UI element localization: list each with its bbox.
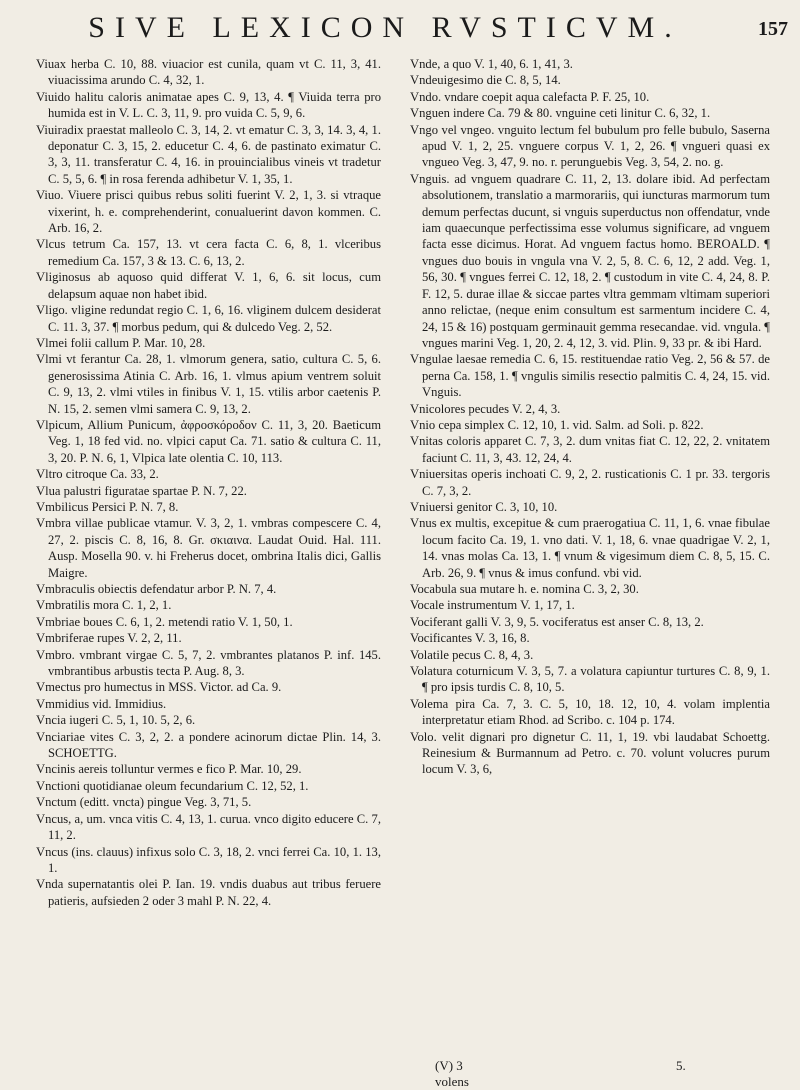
dictionary-entry: Vncus (ins. clauus) infixus solo C. 3, 18, 2. vnci ferrei Ca. 10, 1. 13, 1.	[36, 844, 381, 875]
dictionary-entry: Vnguen indere Ca. 79 & 80. vnguine ceti linitur C. 6, 32, 1.	[410, 106, 711, 121]
dictionary-entry: Vltro citroque Ca. 33, 2.	[36, 467, 159, 482]
dictionary-entry: Vncia iugeri C. 5, 1, 10. 5, 2, 6.	[36, 713, 196, 728]
dictionary-entry: Vligo. vligine redundat regio C. 1, 6, 16. vliginem dulcem desiderat C. 11. 3, 37. ¶ morbus pedum, qui & dulcedo Veg. 2, 52.	[36, 303, 381, 334]
dictionary-entry: Vmbratilis mora C. 1, 2, 1.	[36, 598, 172, 613]
dictionary-entry: Vngulae laesae remedia C. 6, 15. restituendae ratio Veg. 2, 56 & 57. de perna Ca. 158, 1. ¶ vngulis similis resectio palmitis C. 4, 24, 15. vid. Vnguis.	[410, 352, 770, 400]
dictionary-entry: Vnda supernatantis olei P. Ian. 19. vndis duabus aut tribus feruere patieris, aufsieden 2 oder 3 mahl P. N. 22, 4.	[36, 877, 381, 908]
dictionary-entry: Vncinis aereis tolluntur vermes e fico P. Mar. 10, 29.	[36, 762, 302, 777]
dictionary-entry: Vmbraculis obiectis defendatur arbor P. N. 7, 4.	[36, 582, 277, 596]
dictionary-entry: Vocificantes V. 3, 16, 8.	[410, 631, 530, 646]
dictionary-entry: Vnitas coloris apparet C. 7, 3, 2. dum vnitas fiat C. 12, 22, 2. vnitatem faciunt C. 11, 3, 43. 12, 24, 4.	[410, 434, 770, 465]
dictionary-entry: Vmectus pro humectus in MSS. Victor. ad Ca. 9.	[36, 680, 282, 695]
dictionary-entry: Vnguis. ad vnguem quadrare C. 11, 2, 13. dolare ibid. Ad perfectam absolutionem, translatio a marmorariis, qui iuncturas marmorum tum demum perfectas ducunt, si vnguis superductus non offendatur, vnde iam quaecunque perfectissima esse volumus significare, ad vnguem facta esse dicimus. Horat. Ad vnguem factus homo. BEROALD. ¶ vngues duo bouis in vngula vna V. 2, 5, 8. C. 6, 12, 2 add. Veg. 1, 56, 30. ¶ vngues ferrei C. 12, 18, 2. ¶ custodum in vite C. 4, 24, 8. P. F. 12, 5. durae illae & siccae partes vltra gemmam vltimam superiori anno relictae, (neque enim consultum est sarmentum incidere C. 4, 24, 15 & 16) postquam germinauit gemma resecandae. vid. vngula. ¶ vngues marini Veg. 1, 20, 2. 4, 12, 3. vid. Plin. 9, 33 pr. & ibi Hard.	[410, 171, 771, 350]
dictionary-entry: Viuiradix praestat malleolo C. 3, 14, 2. vt ematur C. 3, 3, 14. 3, 4, 1. deponatur C. 3, 15, 2. educetur C. 4, 6. de pastinato eximatur C. 3, 3, 11. transferatur C. 4, 16. in prouincialibus vineis vt tradetur C. 5, 5, 6. ¶ in rosa ferenda adhibetur V. 1, 35, 1.	[36, 122, 381, 186]
dictionary-entry: Vnctum (editt. vncta) pingue Veg. 3, 71, 5.	[36, 795, 252, 810]
dictionary-entry: Vmbriae boues C. 6, 1, 2. metendi ratio V. 1, 50, 1.	[36, 614, 293, 629]
dictionary-entry: Vmbriferae rupes V. 2, 2, 11.	[36, 631, 182, 646]
dictionary-entry: Volatura coturnicum V. 3, 5, 7. a volatura capiuntur turtures C. 8, 9, 1. ¶ pro ipsis turdis C. 8, 10, 5.	[410, 664, 770, 695]
dictionary-entry: Vlmei folii callum P. Mar. 10, 28.	[36, 335, 206, 350]
dictionary-entry: Vnus ex multis, excepitue & cum praerogatiua C. 11, 1, 6. vnae fibulae locum facito Ca. 19, 1. vno dati. V. 1, 18, 6. vnae quadrigae V. 2, 1, 14. vnas molas Ca. 13, 1. ¶ vnum & vigesimum diem C. 8, 5, 15. C. Arb. 26, 9. ¶ vnus & imus confund. vbi vid.	[410, 516, 770, 580]
signature-mark: (V) 3	[435, 1058, 463, 1073]
dictionary-entry: Vndeuigesimo die C. 8, 5, 14.	[410, 73, 561, 88]
dictionary-entry: Vnde, a quo V. 1, 40, 6. 1, 41, 3.	[410, 57, 573, 71]
dictionary-entry: Vociferant galli V. 3, 9, 5. vociferatus est anser C. 8, 13, 2.	[410, 614, 704, 629]
dictionary-entry: Vmbilicus Persici P. N. 7, 8.	[36, 499, 179, 514]
dictionary-entry: Volo. velit dignari pro dignetur C. 11, 1, 19. vbi laudabat Schoettg. Reinesium & Burmannum ad Petro. c. 70. volunt volucres purum locum V. 3, 6,	[410, 729, 770, 777]
dictionary-entry: Vlmi vt ferantur Ca. 28, 1. vlmorum genera, satio, cultura C. 5, 6. generosissima Atinia C. Arb. 16, 1. vlmus apium ventrem soluit C. 9, 13, 2. vlmi vtiles in finibus V. 1, 15. vtilis arbor caetenis P. N. 15, 2. semen vlmi samera C. 9, 13, 2.	[36, 352, 381, 416]
dictionary-entry: Vnio cepa simplex C. 12, 10, 1. vid. Salm. ad Soli. p. 822.	[410, 417, 704, 432]
right-column	[410, 56, 770, 778]
dictionary-entry: Vlpicum, Allium Punicum, ἀφροσκόροδον C. 11, 3, 20. Baeticum Veg. 1, 18 fed vid. no. vlpici caput Ca. 71. satio & cultura C. 11, 3, 20. P. N. 6, 1, Vlpica late olentia C. 10, 113.	[36, 417, 381, 465]
dictionary-entry: Vliginosus ab aquoso quid differat V. 1, 6, 6. sit locus, cum delapsum aquae non habet ibid.	[36, 270, 381, 301]
dictionary-entry: Vocabula sua mutare h. e. nomina C. 3, 2, 30.	[410, 582, 639, 596]
dictionary-entry: Viuax herba C. 10, 88. viuacior est cunila, quam vt C. 11, 3, 41. viuacissima arundo C. 4, 32, 1.	[36, 57, 381, 88]
dictionary-entry: Vngo vel vngeo. vnguito lectum fel bubulum pro felle bubulo, Saserna apud V. 1, 2, 25. vnguere corpus V. 1, 2, 26. ¶ vngueri quasi ex vngueo Veg. 3, 47, 9. no. r. perunguebis Veg. 3, 54, 2. no. g.	[410, 122, 770, 170]
page-number: 157	[758, 18, 788, 40]
dictionary-entry: Vlcus tetrum Ca. 157, 13. vt cera facta C. 6, 8, 1. vlceribus remedium Ca. 157, 3 & 13. C. 6, 13, 2.	[36, 237, 381, 268]
dictionary-entry: Vncus, a, um. vnca vitis C. 4, 13, 1. curua. vnco digito educere C. 7, 11, 2.	[36, 811, 381, 843]
dictionary-entry: Volatile pecus C. 8, 4, 3.	[410, 647, 534, 662]
dictionary-entry: Vlua palustri figuratae spartae P. N. 7, 22.	[36, 483, 247, 498]
dictionary-entry: Vocale instrumentum V. 1, 17, 1.	[410, 598, 575, 613]
dictionary-entry: Vniuersi genitor C. 3, 10, 10.	[410, 499, 558, 514]
page-footer	[435, 1058, 800, 1090]
page-header	[60, 8, 788, 48]
dictionary-entry: Viuo. Viuere prisci quibus rebus soliti fuerint V. 2, 1, 3. si vtraque vixerint, h. e. comprehenderint, conualuerint davon kommen. C. Arb. 16, 2.	[36, 188, 381, 236]
dictionary-entry: Vmbro. vmbrant virgae C. 5, 7, 2. vmbrantes platanos P. inf. 145. vmbrantibus arbustis tecta P. Aug. 8, 3.	[36, 647, 381, 679]
dictionary-entry: Vnicolores pecudes V. 2, 4, 3.	[410, 401, 561, 416]
dictionary-entry: Vnciariae vites C. 3, 2, 2. a pondere acinorum dictae Plin. 14, 3. SCHOETTG.	[36, 729, 381, 761]
dictionary-entry: Vmmidius vid. Immidius.	[36, 696, 167, 711]
dictionary-entry: Vmbra villae publicae vtamur. V. 3, 2, 1. vmbras compescere C. 4, 27, 2. piscis C. 8, 16, 8. Gr. σκιαινα. Laudat Ouid. Hal. 111. Ausp. Mosella 90. v. hi Freherus docet, ombrina Italis dici, Gallis Maigre.	[36, 516, 381, 580]
running-title: SIVE LEXICON RVSTICVM.	[88, 11, 682, 44]
left-column	[36, 56, 381, 909]
dictionary-entry: Vniuersitas operis inchoati C. 9, 2, 2. rusticationis C. 1 pr. 33. tergoris C. 7, 3, 2.	[410, 467, 770, 498]
dictionary-entry: Viuido halitu caloris animatae apes C. 9, 13, 4. ¶ Viuida terra pro humida est in V. L. C. 3, 11, 9. pro vuida C. 5, 9, 6.	[36, 89, 381, 121]
dictionary-entry: Vndo. vndare coepit aqua calefacta P. F. 25, 10.	[410, 89, 650, 104]
catchword: 5. volens	[435, 1058, 686, 1089]
dictionary-entry: Volema pira Ca. 7, 3. C. 5, 10, 18. 12, 10, 4. volam implentia interpretatur etiam Rhod. ad Scribo. c. 104 p. 174.	[410, 696, 770, 728]
dictionary-entry: Vnctioni quotidianae oleum fecundarium C. 12, 52, 1.	[36, 778, 309, 793]
